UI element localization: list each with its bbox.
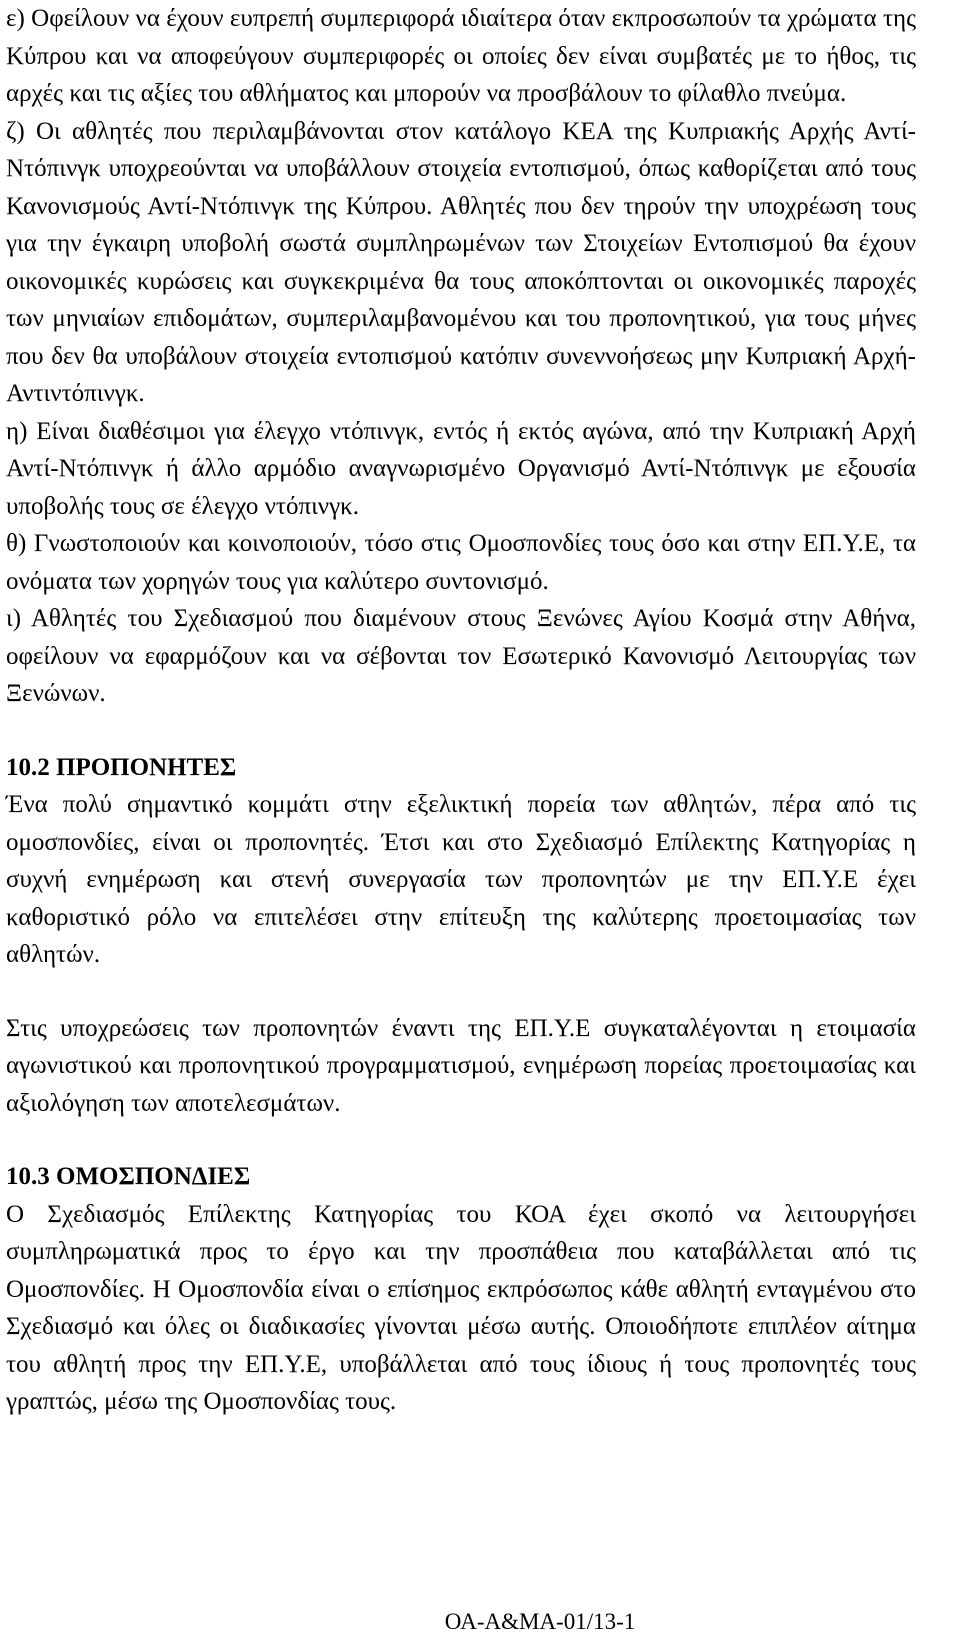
paragraph-z: ζ) Οι αθλητές που περιλαμβάνονται στον κατάλογο ΚΕΑ της Κυπριακής Αρχής Αντί-Ντόπινγκ υποχρεούνται να υποβάλλουν στοιχεία εντοπισμού, όπως καθορίζεται από τους Κανονισμούς Αντί-Ντόπινγκ της Κύπρου. Αθλητές που δεν τηρούν την υποχρέωση τους για την έγκαιρη υποβολή σωστά συμπληρωμένων των Στοιχείων Εντοπισμού θα έχουν οικονομικές κυρώσεις και συγκεκριμένα θα τους αποκόπτονται οι οικονομικές παροχές των μηνιαίων επιδομάτων, συμπεριλαμβανομένου και του προπονητικού, για τους μήνες που δεν θα υποβάλουν στοιχεία εντοπισμού κατόπιν συνεννοήσεως μην Κυπριακή Αρχή-Αντιντόπινγκ. [6,117,916,407]
coaches-paragraph-2: Στις υποχρεώσεις των προπονητών έναντι της ΕΠ.Υ.Ε συγκαταλέγονται η ετοιμασία αγωνιστικού και προπονητικού προγραμματισμού, ενημέρωση πορείας προετοιμασίας και αξιολόγηση των αποτελεσμάτων. [6,1014,916,1117]
section-heading-federations: 10.3 ΟΜΟΣΠΟΝΔΙΕΣ [6,1163,251,1190]
page-footer [0,1607,960,1637]
federations-paragraph-1: Ο Σχεδιασμός Επίλεκτης Κατηγορίας του ΚΟΑ έχει σκοπό να λειτουργήσει συμπληρωματικά προς το έργο και την προσπάθεια που καταβάλλεται από τις Ομοσπονδίες. Η Ομοσπονδία είναι ο επίσημος εκπρόσωπος κάθε αθλητή ενταγμένου στο Σχεδιασμό και όλες οι διαδικασίες γίνονται μέσω αυτής. Οποιοδήποτε επιπλέον αίτημα του αθλητή προς την ΕΠ.Υ.Ε, υποβάλλεται από τους ίδιους ή τους προπονητές τους γραπτώς, μέσω της Ομοσπονδίας τους. [6,1200,916,1415]
paragraph-th: θ) Γνωστοποιούν και κοινοποιούν, τόσο στις Ομοσπονδίες τους όσο και στην ΕΠ.Υ.Ε, τα ονόματα των χορηγών τους για καλύτερο συντονισμό. [6,530,916,595]
document-code: ΟΑ-Α&ΜΑ-01/13-1 [444,1609,636,1634]
section-spacer [6,713,916,749]
paragraph-i: ι) Αθλητές του Σχεδιασμού που διαμένουν στους Ξενώνες Αγίου Κοσμά στην Αθήνα, οφείλουν να εφαρμόζουν και να σέβονται τον Εσωτερικό Κανονισμό Λειτουργίας των Ξενώνων. [6,605,916,707]
paragraph-e: ε) Οφείλουν να έχουν ευπρεπή συμπεριφορά ιδιαίτερα όταν εκπροσωπούν τα χρώματα της Κύπρου και να αποφεύγουν συμπεριφορές οι οποίες δεν είναι συμβατές με το ήθος, τις αρχές και τις αξίες του αθλήματος και μπορούν να προσβάλουν το φίλαθλο πνεύμα. [6,5,916,107]
section-heading-coaches: 10.2 ΠΡΟΠΟΝΗΤΕΣ [6,753,237,781]
paragraph-h: η) Είναι διαθέσιμοι για έλεγχο ντόπινγκ, εντός ή εκτός αγώνα, από την Κυπριακή Αρχή Αντί-Ντόπινγκ ή άλλο αρμόδιο αναγνωρισμένο Οργανισμό Αντί-Ντόπινγκ με εξουσία υποβολής τους σε έλεγχο ντόπινγκ. [6,417,916,520]
document-body [6,0,916,1421]
coaches-paragraph-1: Ένα πολύ σημαντικό κομμάτι στην εξελικτική πορεία των αθλητών, πέρα από τις ομοσπονδίες, είναι οι προπονητές. Έτσι και στο Σχεδιασμό Επίλεκτης Κατηγορίας η συχνή ενημέρωση και στενή συνεργασία των προπονητών με την ΕΠ.Υ.Ε έχει καθοριστικό ρόλο να επιτελέσει στην επίτευξη της καλύτερης προετοιμασίας των αθλητών. [6,791,916,968]
paragraph-spacer [6,974,916,1010]
section-spacer [6,1122,916,1158]
